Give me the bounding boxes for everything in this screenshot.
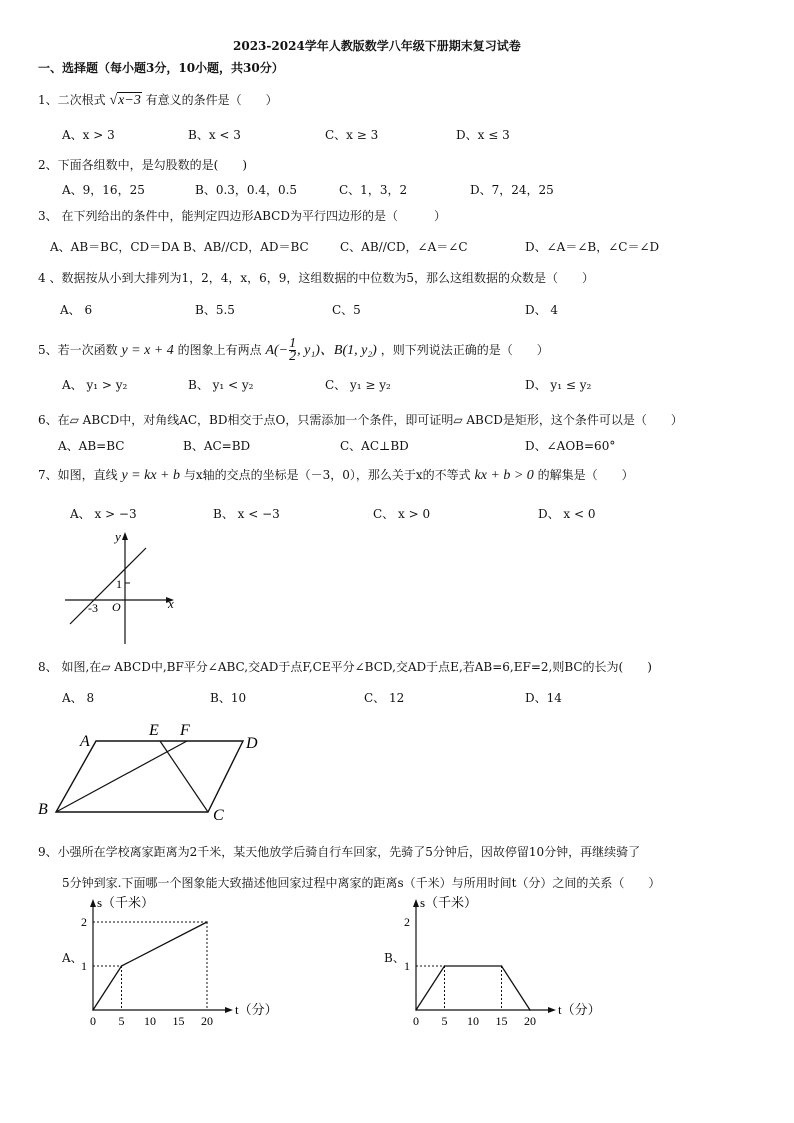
y-axis-arrow: [413, 899, 419, 907]
q1-option-b[interactable]: B、x < 3: [188, 128, 241, 142]
q3-option-c[interactable]: C、AB//CD，∠A＝∠C: [340, 240, 468, 254]
q5-option-c[interactable]: C、 y₁ ≥ y₂: [325, 378, 391, 392]
q5-option-b[interactable]: B、 y₁ < y₂: [188, 378, 254, 392]
y-tick-label: 1: [404, 959, 410, 973]
y-tick-label: 2: [404, 915, 410, 929]
data-line: [416, 966, 530, 1010]
q8-option-c[interactable]: C、 12: [364, 691, 405, 705]
q2-option-a[interactable]: A、9，16，25: [62, 183, 145, 197]
q9-option-b[interactable]: B、: [384, 951, 405, 965]
x-tick-label: 10: [467, 1014, 479, 1028]
q3-option-b[interactable]: B、AB//CD，AD＝BC: [183, 240, 309, 254]
question-7: 7、如图，直线 y = kx + b 与x轴的交点的坐标是（－3，0），那么关于x的不等式 kx + b > 0 的解集是（ ）: [38, 468, 634, 483]
page-title: 2023-2024学年人教版数学八年级下册期末复习试卷: [233, 39, 521, 53]
q8-parallelogram: [30, 715, 280, 825]
x-tick-label: 0: [90, 1014, 96, 1028]
question-1: 1、二次根式 √x−3 有意义的条件是（ ）: [38, 93, 278, 108]
question-6: 6、在▱ ABCD中，对角线AC，BD相交于点O，只需添加一个条件，即可证明▱ ABCD是矩形，这个条件可以是（ ）: [38, 413, 683, 427]
q9-graph-b: [398, 895, 601, 1028]
question-2: 2、下面各组数中，是勾股数的是( ): [38, 158, 247, 172]
q1-option-c[interactable]: C、x ≥ 3: [325, 128, 379, 142]
data-point: [121, 965, 123, 967]
x-axis-label: x: [168, 596, 174, 611]
q3-option-a[interactable]: A、AB＝BC，CD＝DA: [50, 240, 180, 254]
q7-option-a[interactable]: A、 x > −3: [70, 507, 137, 521]
y-tick-label: 1: [81, 959, 87, 973]
q1-option-d[interactable]: D、x ≤ 3: [456, 128, 510, 142]
q8-option-a[interactable]: A、 8: [62, 691, 95, 705]
q4-option-b[interactable]: B、5.5: [195, 303, 235, 317]
tick-neg3: -3: [88, 601, 98, 615]
question-9-line-2: 5分钟到家.下面哪一个图象能大致描述他回家过程中离家的距离s（千米）与所用时间t（分）之间的关系（ ）: [62, 876, 661, 890]
q8-option-d[interactable]: D、14: [525, 691, 562, 705]
data-point: [501, 965, 503, 967]
segment-ce: [160, 741, 208, 812]
q4-option-d[interactable]: D、 4: [525, 303, 559, 317]
data-point: [206, 921, 208, 923]
section-heading: 一、选择题（每小题3分，10小题，共30分）: [38, 61, 284, 75]
fraction: $\frac{1}{2}$: [289, 336, 297, 364]
question-9-line-1: 9、小强所在学校离家距离为2千米，某天他放学后骑自行车回家，先骑了5分钟后，因故停留10分钟，再继续骑了: [38, 845, 641, 859]
x-axis-arrow: [225, 1007, 233, 1013]
origin-label: O: [112, 600, 121, 614]
x-tick-label: 15: [495, 1014, 508, 1028]
x-axis-label: t（分）: [558, 1002, 601, 1017]
point-d: D: [246, 735, 258, 752]
q7-option-d[interactable]: D、 x < 0: [538, 507, 596, 521]
radical: √x−3: [109, 93, 141, 108]
y-axis-label: s（千米）: [420, 895, 478, 910]
x-tick-label: 15: [172, 1014, 185, 1028]
q5-option-d[interactable]: D、 y₁ ≤ y₂: [525, 378, 592, 392]
x-tick-label: 0: [413, 1014, 419, 1028]
x-axis-arrow: [548, 1007, 556, 1013]
q9-option-a[interactable]: A、: [62, 951, 83, 965]
line-y-kx-b: [70, 548, 146, 624]
data-point: [444, 965, 446, 967]
q9-graph-a: [75, 895, 278, 1028]
question-4: 4 、数据按从小到大排列为1，2，4，x，6，9，这组数据的中位数为5，那么这组数据的众数是（ ）: [38, 271, 595, 285]
q6-option-d[interactable]: D、∠AOB=60°: [525, 439, 616, 453]
data-point: [529, 1009, 531, 1011]
question-3: 3、 在下列给出的条件中，能判定四边形ABCD为平行四边形的是（ ）: [38, 209, 446, 223]
x-axis-label: t（分）: [235, 1002, 278, 1017]
data-point: [92, 1009, 94, 1011]
q6-option-b[interactable]: B、AC=BD: [183, 439, 251, 453]
point-e: E: [149, 722, 159, 739]
q4-option-c[interactable]: C、5: [332, 303, 361, 317]
q7-option-b[interactable]: B、 x < −3: [213, 507, 280, 521]
q3-option-d[interactable]: D、∠A＝∠B，∠C＝∠D: [525, 240, 660, 254]
x-tick-label: 20: [524, 1014, 536, 1028]
y-axis-label: y: [115, 529, 121, 544]
q7-option-c[interactable]: C、 x > 0: [373, 507, 431, 521]
data-point: [415, 1009, 417, 1011]
point-b: B: [38, 801, 48, 818]
q1-option-a[interactable]: A、x > 3: [62, 128, 115, 142]
q7-line-graph: [60, 528, 185, 648]
q8-option-b[interactable]: B、10: [210, 691, 247, 705]
x-tick-label: 5: [441, 1014, 448, 1028]
point-a: A: [80, 733, 90, 750]
y-tick-label: 2: [81, 915, 87, 929]
q2-option-d[interactable]: D、7，24，25: [470, 183, 554, 197]
x-tick-label: 10: [144, 1014, 156, 1028]
q2-option-b[interactable]: B、0.3，0.4，0.5: [195, 183, 298, 197]
question-5: 5、若一次函数 y = x + 4 的图象上有两点 A(− $\frac{1}{2}$ , y₁)、B(1, y₂) ，则下列说法正确的是（ ）: [38, 336, 549, 364]
q2-option-c[interactable]: C、1，3，2: [339, 183, 408, 197]
q6-option-a[interactable]: A、AB=BC: [58, 439, 125, 453]
y-axis-label: s（千米）: [97, 895, 155, 910]
x-tick-label: 20: [201, 1014, 213, 1028]
question-8: 8、 如图,在▱ ABCD中,BF平分∠ABC,交AD于点F,CE平分∠BCD,交AD于点E,若AB=6,EF=2,则BC的长为( ): [38, 660, 652, 674]
q5-option-a[interactable]: A、 y₁ > y₂: [62, 378, 128, 392]
x-tick-label: 5: [118, 1014, 125, 1028]
q4-option-a[interactable]: A、 6: [60, 303, 93, 317]
y-axis-arrow: [90, 899, 96, 907]
point-f: F: [180, 722, 190, 739]
tick-1: 1: [116, 577, 122, 591]
point-c: C: [213, 807, 224, 824]
q6-option-c[interactable]: C、AC⊥BD: [340, 439, 409, 453]
